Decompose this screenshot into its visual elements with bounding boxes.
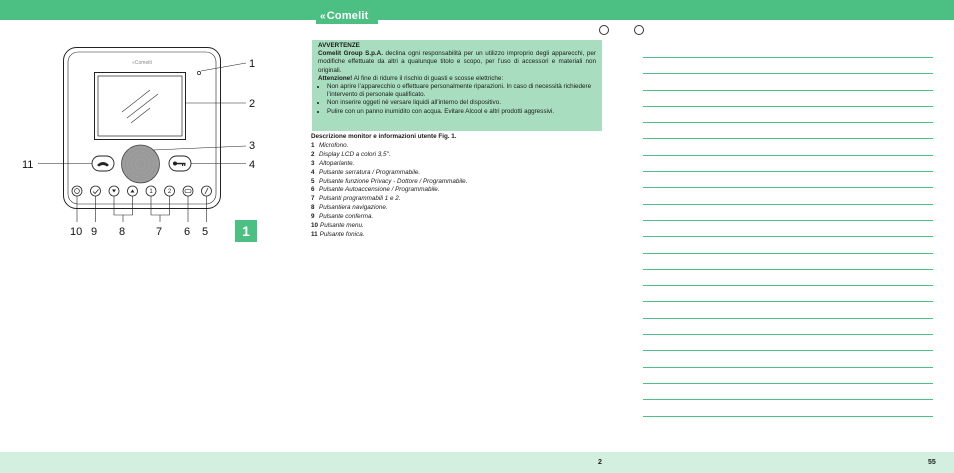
callout-3: 3 <box>249 140 256 152</box>
callout-1: 1 <box>249 58 256 70</box>
callout-7: 7 <box>156 226 163 238</box>
warning-title: AVVERTENZE <box>318 42 360 49</box>
list-item: 9 Pulsante conferma. <box>311 213 374 221</box>
note-line <box>643 236 933 237</box>
note-line <box>643 416 933 417</box>
menu-button <box>72 186 82 196</box>
attention-label: Attenzione! <box>318 74 353 82</box>
warning-bullet: • Pulire con un panno inumidito con acqua. Evitare Alcool e altri prodotti aggressivi. <box>327 108 596 116</box>
list-item: 1 Microfono. <box>311 141 349 149</box>
list-item: 11 Pulsante fonica. <box>311 230 365 238</box>
list-item: 8 Pulsantiera navigazione. <box>311 204 388 212</box>
description-section <box>311 133 601 240</box>
warning-list <box>318 83 596 116</box>
note-line <box>643 334 933 335</box>
warning-box <box>312 40 602 131</box>
note-line <box>643 122 933 123</box>
note-line <box>643 220 933 221</box>
note-line <box>643 90 933 91</box>
note-line <box>643 367 933 368</box>
callout-5: 5 <box>202 226 209 238</box>
callout-10: 10 <box>70 226 83 238</box>
warning-text: declina ogni responsabilità per un utilizzo improprio degli apparecchi, per modifiche effettuate da altri a qualunque titolo e scopo, per l’uso di accessori e materiali non originali. <box>318 50 596 74</box>
callout-6: 6 <box>184 226 191 238</box>
page-number-left: 2 <box>598 459 602 466</box>
warning-paragraph <box>318 50 596 75</box>
auto-on-button <box>183 186 193 196</box>
page-number-right: 55 <box>928 459 936 466</box>
list-item: 2 Display LCD a colori 3,5". <box>311 150 391 158</box>
callout-8: 8 <box>119 226 126 238</box>
circle-marker-left <box>599 25 609 35</box>
footer-bar <box>0 452 954 473</box>
list-item: 5 Pulsante funzione Privacy - Dottore / Programmabile. <box>311 177 468 185</box>
monitor-logo: «Comelit <box>132 60 152 66</box>
callout-2: 2 <box>249 98 256 110</box>
note-line <box>643 106 933 107</box>
callout-11: 11 <box>22 159 34 171</box>
note-line <box>643 57 933 58</box>
list-item: 3 Altoparlante. <box>311 159 355 167</box>
note-line <box>643 138 933 139</box>
lcd-display <box>95 73 186 140</box>
svg-text:2: 2 <box>167 189 172 196</box>
warning-bullet: • Non aprire l’apparecchio o effettuare personalmente riparazioni. In caso di necessità richiedere l’intervento di personale qualificato. <box>327 83 596 99</box>
list-item: 10 Pulsante menu. <box>311 222 364 230</box>
warning-bullet: • Non inserire oggeti nè versare liquidi all’interno del dispositivo. <box>327 99 596 107</box>
note-line <box>643 171 933 172</box>
notes-lines <box>643 57 933 432</box>
speaker <box>122 145 160 183</box>
attention-text: Al fine di ridurre il rischio di guasti e scosse elettriche: <box>352 74 504 82</box>
note-line <box>643 269 933 270</box>
list-item: 7 Pulsanti programmabili 1 e 2. <box>311 195 401 203</box>
monitor-figure <box>0 0 300 250</box>
note-line <box>643 155 933 156</box>
note-line <box>643 399 933 400</box>
attention-line <box>318 75 596 83</box>
note-line <box>643 301 933 302</box>
company-name: Comelit Group S.p.A. <box>318 50 383 58</box>
note-line <box>643 350 933 351</box>
circle-marker-right <box>634 25 644 35</box>
note-line <box>643 285 933 286</box>
note-line <box>643 204 933 205</box>
note-line <box>643 383 933 384</box>
list-item: 6 Pulsante Autoaccensione / Programmabile. <box>311 186 440 194</box>
note-line <box>643 187 933 188</box>
svg-text:1: 1 <box>149 189 153 196</box>
chevron-logo-icon: « <box>320 11 326 22</box>
confirm-button <box>91 186 101 196</box>
figure-number-badge: 1 <box>235 220 257 242</box>
list-item: 4 Pulsante serratura / Programmabile. <box>311 168 421 176</box>
callout-9: 9 <box>91 226 98 238</box>
brand-name: Comelit <box>326 10 369 22</box>
note-line <box>643 73 933 74</box>
callout-4: 4 <box>249 159 256 171</box>
note-line <box>643 253 933 254</box>
note-line <box>643 318 933 319</box>
description-title: Descrizione monitor e informazioni utente Fig. 1. <box>311 133 457 140</box>
brand-logo <box>320 10 369 22</box>
